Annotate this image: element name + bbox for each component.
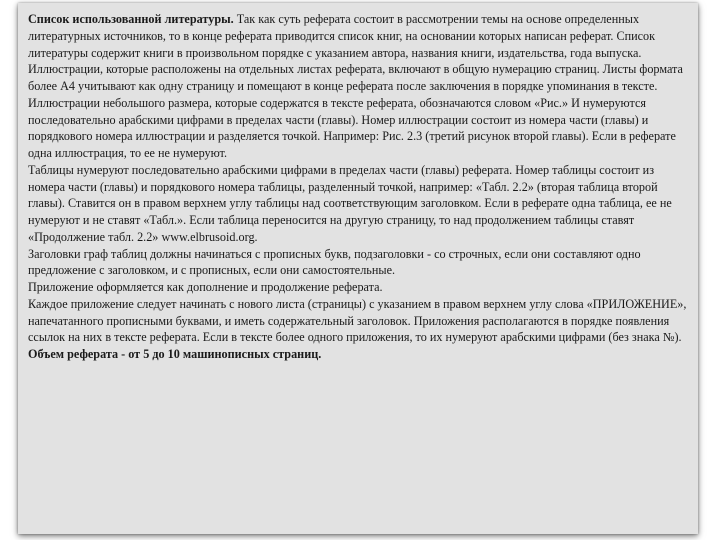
- paragraph-illustrations-numbering: Иллюстрации небольшого размера, которые содержатся в тексте реферата, обозначаются словом «Рис.» И нумеруются последовательно арабскими цифрами в пределах части (главы). Номер иллюстрации состоит из номера части (главы) и порядкового номера иллюстрации и разделяется точкой. Например: Рис. 2.3 (третий рисунок второй главы). Если в реферате одна иллюстрация, то ее не нумеруют.: [28, 95, 676, 160]
- paragraph-tables-numbering: Таблицы нумеруют последовательно арабскими цифрами в пределах части (главы) реферата. Номер таблицы состоит из номера части (главы) и порядкового номера таблицы, разделенный точкой, например: «Табл. 2.2» (вторая таблица второй главы). Ставится он в правом верхнем углу таблицы над соответствующим заголовком. Если в реферате одна таблица, ее не нумеруют и не ставят «Табл.». Если таблица переносится на другую страницу, то над продолжением таблицы ставят «Продолжение табл. 2.2» www.elbrusoid.org.: [28, 162, 672, 244]
- paragraph-appendix-rules: Каждое приложение следует начинать с нового листа (страницы) с указанием в правом верхнем углу слова «ПРИЛОЖЕНИЕ», напечатанного прописными буквами, и иметь содержательный заголовок. Приложения располагаются в порядке появления ссылок на них в тексте реферата. Если в тексте более одного приложения, то их нумеруют арабскими цифрами (без знака №).: [28, 296, 687, 345]
- paragraph-references: [28, 11, 690, 61]
- paragraph-table-headers: Заголовки граф таблиц должны начинаться с прописных букв, подзаголовки - со строчных, если они составляют одно предложение с заголовком, и с прописных, если они самостоятельные.: [28, 246, 641, 278]
- paragraph-appendix-definition: Приложение оформляется как дополнение и продолжение реферата.: [28, 280, 383, 294]
- document-body: [28, 11, 690, 363]
- volume-statement: Объем реферата - от 5 до 10 машинописных страниц.: [28, 347, 322, 361]
- paragraph-volume: [28, 346, 690, 363]
- paragraph-illustrations-sheets: Иллюстрации, которые расположены на отдельных листах реферата, включают в общую нумерацию страниц. Листы формата более А4 учитывают как одну страницу и помещают в конце реферата после заключения в порядке упоминания в тексте.: [28, 62, 683, 93]
- references-heading: Список использованной литературы.: [28, 12, 234, 26]
- references-text: Так как суть реферата состоит в рассмотрении темы на основе определенных литературных источников, то в конце реферата приводится список книг, на основании которых написан реферат. Список литературы содержит книги в произвольном порядке с указанием автора, названия книги, издательства, года выпуска.: [28, 12, 656, 60]
